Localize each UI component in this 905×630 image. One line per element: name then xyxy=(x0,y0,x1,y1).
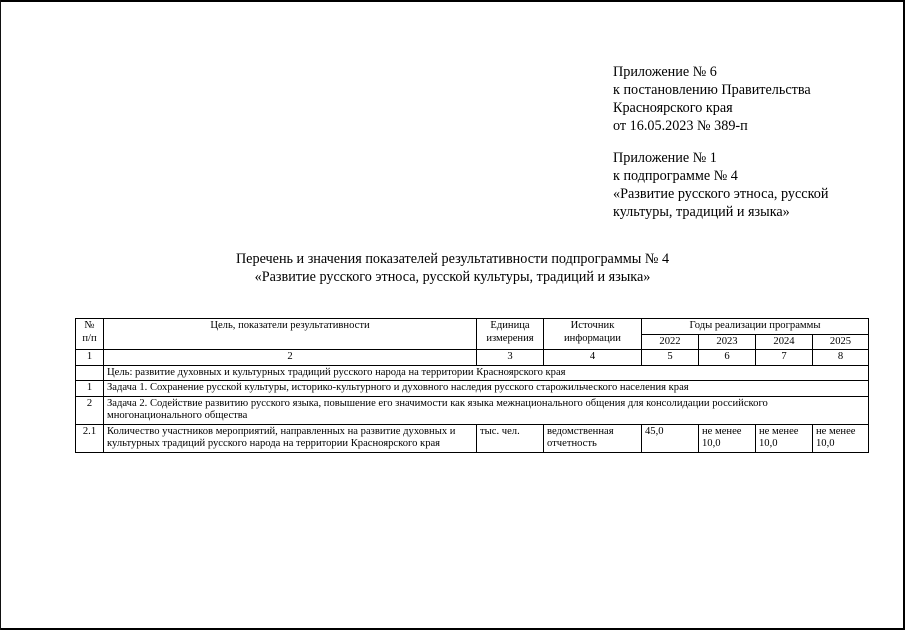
appendix-1-line: к подпрограмме № 4 xyxy=(613,168,738,184)
task-number: 2 xyxy=(76,396,104,424)
header-unit: Единица измерения xyxy=(477,319,544,350)
column-number: 7 xyxy=(756,350,813,366)
header-source: Источник информации xyxy=(544,319,642,350)
scan-edge-left xyxy=(0,0,1,630)
task-number: 1 xyxy=(76,381,104,397)
indicator-row xyxy=(76,424,869,452)
column-number: 1 xyxy=(76,350,104,366)
header-number: № п/п xyxy=(76,319,104,350)
appendix-6-line: от 16.05.2023 № 389-п xyxy=(613,118,748,134)
indicator-value-2024: не менее 10,0 xyxy=(756,424,813,452)
header-years-group: Годы реализации программы xyxy=(642,319,869,335)
goal-text: Цель: развитие духовных и культурных традиций русского народа на территории Красноярского края xyxy=(104,365,869,381)
column-number: 6 xyxy=(699,350,756,366)
column-number: 2 xyxy=(104,350,477,366)
indicator-value-2023: не менее 10,0 xyxy=(699,424,756,452)
appendix-1-line: Приложение № 1 xyxy=(613,150,717,166)
scan-edge-top xyxy=(0,0,905,2)
task-row xyxy=(76,396,869,424)
column-number: 4 xyxy=(544,350,642,366)
goal-row xyxy=(76,365,869,381)
header-year: 2025 xyxy=(813,334,869,350)
header-year: 2022 xyxy=(642,334,699,350)
appendix-6-block xyxy=(613,63,811,135)
document-title xyxy=(0,250,905,286)
table-header-row xyxy=(76,319,869,335)
task-text: Задача 2. Содействие развитию русского языка, повышение его значимости как языка межнационального общения для консолидации российского многонационального общества xyxy=(104,396,869,424)
appendix-6-line: к постановлению Правительства xyxy=(613,82,811,98)
indicators-table xyxy=(75,318,869,453)
indicator-value-2025: не менее 10,0 xyxy=(813,424,869,452)
column-number: 3 xyxy=(477,350,544,366)
document-title-line-1: Перечень и значения показателей результативности подпрограммы № 4 xyxy=(235,251,670,267)
document-title-line-2: «Развитие русского этноса, русской культуры, традиций и языка» xyxy=(254,269,651,285)
header-year: 2024 xyxy=(756,334,813,350)
appendix-1-line: культуры, традиций и языка» xyxy=(613,204,790,220)
indicator-unit: тыс. чел. xyxy=(477,424,544,452)
task-text: Задача 1. Сохранение русской культуры, историко-культурного и духовного наследия русского старожильческого населения края xyxy=(104,381,869,397)
indicator-text: Количество участников мероприятий, направленных на развитие духовных и культурных традиций русского народа на территории Красноярского края xyxy=(104,424,477,452)
goal-row-number-cell xyxy=(76,365,104,381)
appendix-1-block xyxy=(613,149,828,221)
task-row xyxy=(76,381,869,397)
appendix-1-line: «Развитие русского этноса, русской xyxy=(613,186,829,202)
appendix-6-line: Приложение № 6 xyxy=(613,64,717,80)
indicator-value-2022: 45,0 xyxy=(642,424,699,452)
column-number-row xyxy=(76,350,869,366)
column-number: 5 xyxy=(642,350,699,366)
column-number: 8 xyxy=(813,350,869,366)
appendix-6-line: Красноярского края xyxy=(613,100,733,116)
indicator-source: ведомственная отчетность xyxy=(544,424,642,452)
header-year: 2023 xyxy=(699,334,756,350)
header-goal: Цель, показатели результативности xyxy=(104,319,477,350)
indicator-number: 2.1 xyxy=(76,424,104,452)
